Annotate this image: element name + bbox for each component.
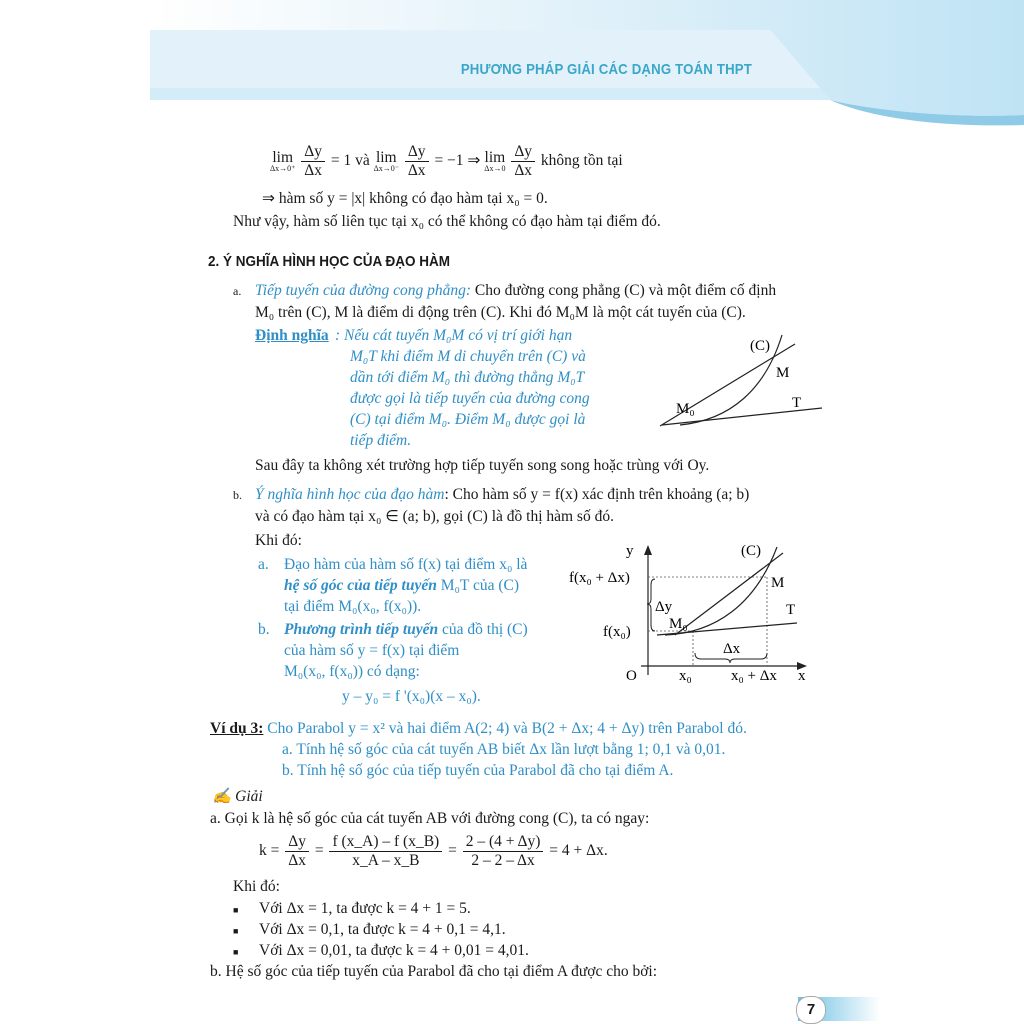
label-m: M [776,365,790,381]
limit-line: lim Δx→0⁺ $\frac{\Delta y}{\Delta x}$ = 1 và lim Δx→0⁻ $\frac{\Delta y}{\Delta x}$ = −1 ⇒ lim Δx→0 $\frac{\Delta y}{\Delta x}$ không tồn tại [270,143,623,179]
definition-line-6: tiếp điểm. [350,432,412,449]
example-3: Ví dụ 3: Cho Parabol y = x² và hai điểm A(2; 4) và B(2 + Δx; 4 + Δy) trên Parabol đó. [210,720,747,737]
svg-text:M: M [771,575,785,591]
svg-text:Δx: Δx [723,641,741,657]
intro-line-3: Như vậy, hàm số liên tục tại x₀ có thể không có đạo hàm tại điểm đó. [233,213,661,230]
guide-top [648,577,767,666]
tangent-figure [650,330,830,440]
label-c: (C) [750,338,770,354]
svg-text:M₀: M₀ [669,616,688,632]
sub-a-line2: hệ số góc của tiếp tuyến M₀T của (C) [284,577,520,594]
definition-line-3: dần tới điểm M₀ thì đường thẳng M₀T [350,369,585,386]
note-line: Sau đây ta không xét trường hợp tiếp tuyến song song hoặc trùng với Oy. [255,457,710,474]
bullet-2: ■ Với Δx = 0,1, ta được k = 4 + 0,1 = 4,1. [233,921,506,938]
khi-do-1: Khi đó: [255,532,302,549]
svg-text:x₀ + Δx: x₀ + Δx [731,668,777,684]
solution-a: a. Gọi k là hệ số góc của cát tuyến AB với đường cong (C), ta có ngay: [210,810,650,827]
svg-text:Δy: Δy [655,599,673,615]
intro-line-2: ⇒ hàm số y = |x| không có đạo hàm tại x₀ = 0. [262,190,548,207]
slope-formula: k = $\frac{\Delta y}{\Delta x}$ = $\frac{f (x\_A) - f (x\_B)}{x\_A - x\_B}$ = $\frac{2 - (4 + \Delta y)}{2 - 2 - \Delta x}$ = 4 + Δx. [259,833,608,869]
guide-bottom [648,631,693,666]
svg-text:T: T [786,602,796,618]
svg-text:f(x₀): f(x₀) [603,624,631,640]
example-3-b: b. Tính hệ số góc của tiếp tuyến của Parabol đã cho tại điểm A. [282,762,674,779]
khi-do-2: Khi đó: [233,878,280,895]
svg-text:x₀: x₀ [679,668,692,684]
bullet-1: ■ Với Δx = 1, ta được k = 4 + 1 = 5. [233,900,471,917]
page-number: 7 [796,996,826,1024]
svg-text:O: O [626,668,637,684]
svg-text:y: y [626,543,634,559]
definition-line-2: M₀T khi điểm M di chuyển trên (C) và [350,348,586,365]
definition-line-1: : Nếu cát tuyến M₀M có vị trí giới hạn [335,327,573,344]
example-3-a: a. Tính hệ số góc của cát tuyến AB biết Δx lần lượt bằng 1; 0,1 và 0,01. [282,741,726,758]
sub-a-line3: tại điểm M₀(x₀, f(x₀)). [284,598,422,615]
solution-label: ✍ Giải [212,788,263,805]
svg-text:f(x₀ + Δx): f(x₀ + Δx) [569,570,630,586]
sub-b-line2: của hàm số y = f(x) tại điểm [284,642,460,659]
svg-text:(C): (C) [741,543,761,559]
section-heading: 2. Ý NGHĨA HÌNH HỌC CỦA ĐẠO HÀM [208,253,451,270]
derivative-figure [565,535,815,685]
sub-b-line3: M₀(x₀, f(x₀)) có dạng: [284,663,420,680]
definition-label: Định nghĩa [255,327,329,344]
item-b-line2: và có đạo hàm tại x₀ ∈ (a; b), gọi (C) là đồ thị hàm số đó. [255,508,614,525]
definition-line-4: được gọi là tiếp tuyến của đường cong [350,390,590,407]
label-t: T [792,395,802,411]
header-title: PHƯƠNG PHÁP GIẢI CÁC DẠNG TOÁN THPT [460,61,752,78]
tangent-equation: y – y₀ = f '(x₀)(x – x₀). [342,688,481,705]
item-b: b. Ý nghĩa hình học của đạo hàm: Cho hàm số y = f(x) xác định trên khoảng (a; b) [233,486,750,503]
definition-line-5: (C) tại điểm M₀. Điểm M₀ được gọi là [350,411,586,428]
bullet-3: ■ Với Δx = 0,01, ta được k = 4 + 0,01 = 4,01. [233,942,529,959]
item-a-line2: M₀ trên (C), M là điểm di động trên (C). Khi đó M₀M là một cát tuyến của (C). [255,304,746,321]
label-m0: M₀ [676,401,695,417]
solution-b: b. Hệ số góc của tiếp tuyến của Parabol đã cho tại điểm A được cho bởi: [210,963,658,980]
svg-text:x: x [798,668,806,684]
sub-b: b. Phương trình tiếp tuyến của đồ thị (C) [258,621,528,638]
sub-a: a. Đạo hàm của hàm số f(x) tại điểm x₀ là [258,556,528,573]
item-a: a. Tiếp tuyến của đường cong phẳng: Cho đường cong phẳng (C) và một điểm cố định [233,282,777,299]
